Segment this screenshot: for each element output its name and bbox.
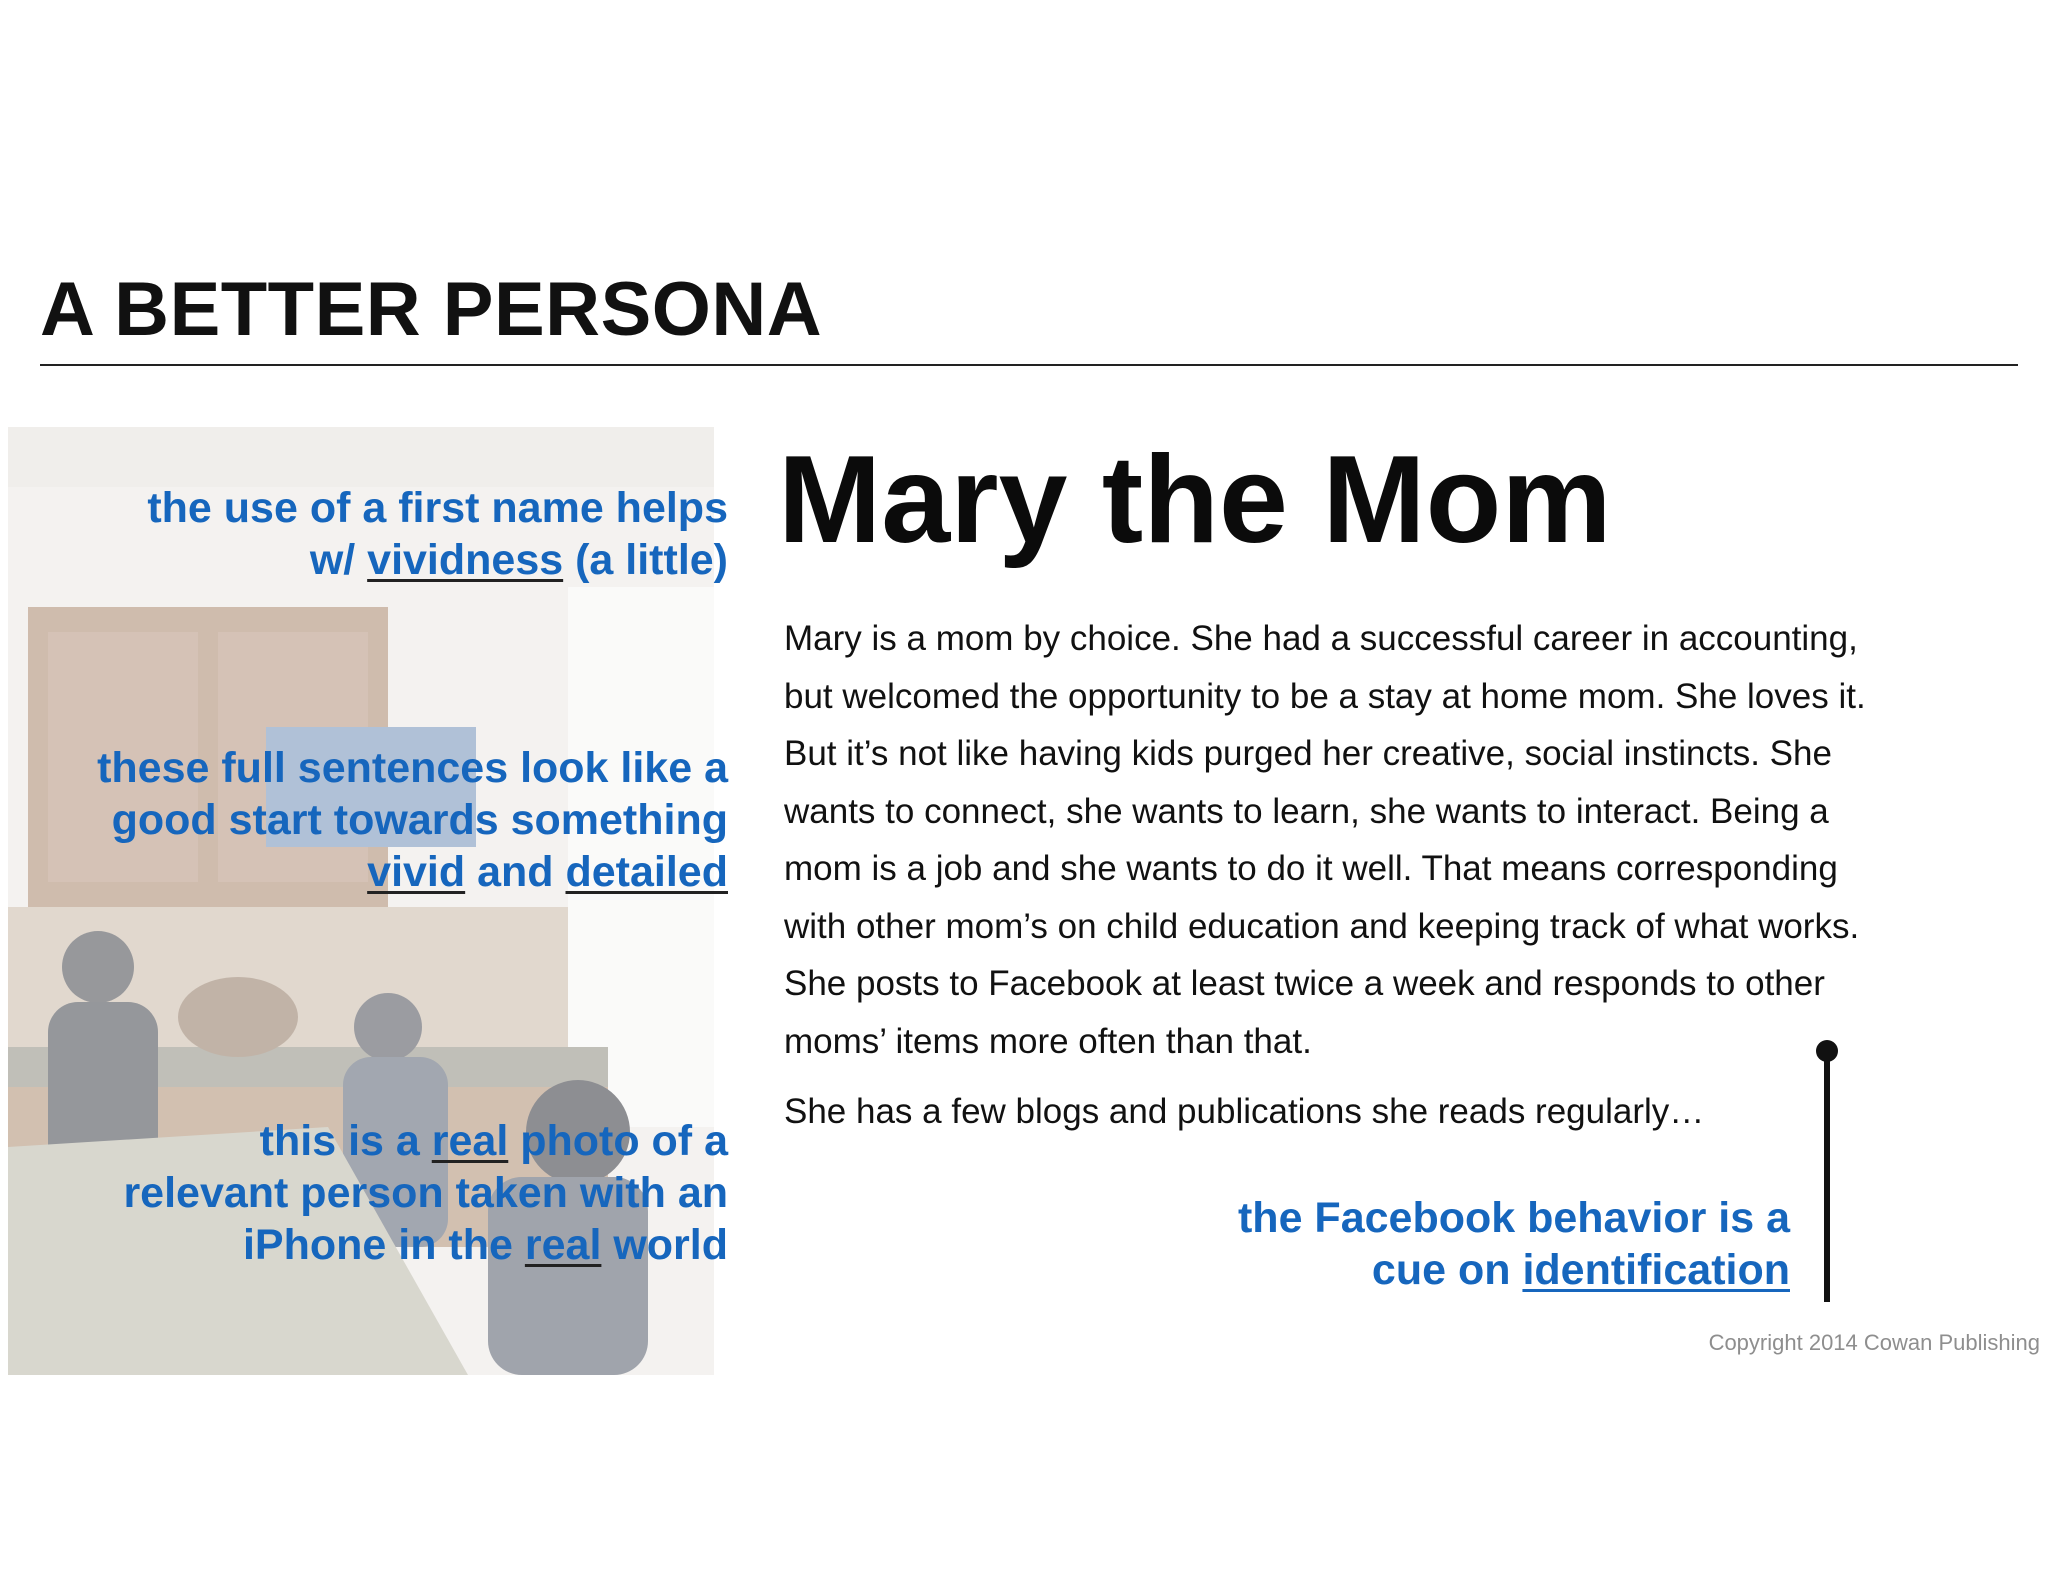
description-line: but welcomed the opportunity to be a stay at home mom. She loves it. xyxy=(784,676,1866,716)
title-divider xyxy=(40,364,2018,366)
underlined-term-real: real xyxy=(524,1221,602,1269)
annotation-facebook xyxy=(1238,1192,1790,1296)
annotation-line: good start towards something xyxy=(111,796,728,844)
description-line: mom is a job and she wants to do it well. That means corresponding xyxy=(784,849,1838,888)
annotation-text: and xyxy=(465,848,566,896)
annotation-text: these full xyxy=(97,744,298,792)
description-line: moms’ items more often than that. xyxy=(784,1021,1312,1061)
annotation-text: photo of a xyxy=(508,1117,728,1165)
copyright-notice: Copyright 2014 Cowan Publishing xyxy=(1708,1330,2040,1355)
persona-name: Mary the Mom xyxy=(778,431,1612,569)
annotation-line: the Facebook behavior is a xyxy=(1237,1194,1790,1242)
description-line: Mary is a mom by choice. She had a successful career in accounting, xyxy=(784,619,1858,658)
description-line: But it’s not like having kids purged her creative, social instincts. She xyxy=(784,734,1832,773)
underlined-term-detailed: detailed xyxy=(565,848,728,896)
underlined-term-vividness: vividness xyxy=(367,536,564,584)
annotation-line: relevant person taken with an xyxy=(123,1169,728,1217)
description-line: She posts to Facebook at least twice a week and responds to other xyxy=(784,964,1825,1003)
annotation-text: w/ xyxy=(309,536,368,584)
persona-description xyxy=(784,610,1964,1070)
pointer-line xyxy=(1824,1050,1830,1302)
annotation-text: cue on xyxy=(1371,1246,1523,1294)
description-line: with other mom’s on child education and keeping track of what works. xyxy=(784,906,1860,946)
annotation-line: the use of a first name helps xyxy=(147,484,728,532)
annotation-text: this is a xyxy=(259,1117,432,1165)
underlined-term-identification: identification xyxy=(1522,1246,1790,1294)
underlined-term-vivid: vivid xyxy=(367,848,466,896)
description-line: wants to connect, she wants to learn, she wants to interact. Being a xyxy=(784,791,1829,831)
closing-line: She has a few blogs and publications she reads regularly… xyxy=(784,1092,1705,1131)
annotation-text: world xyxy=(601,1221,728,1269)
annotation-first-name xyxy=(147,482,728,586)
slide-title: A BETTER PERSONA xyxy=(40,267,823,352)
annotation-real-photo xyxy=(123,1115,728,1271)
annotation-text: sentences xyxy=(297,744,509,792)
annotation-text: look like a xyxy=(508,744,728,792)
underlined-term-real: real xyxy=(431,1117,509,1165)
annotation-text: iPhone in the xyxy=(242,1221,525,1269)
annotation-text: (a little) xyxy=(563,536,728,584)
annotation-full-sentences xyxy=(97,742,728,898)
